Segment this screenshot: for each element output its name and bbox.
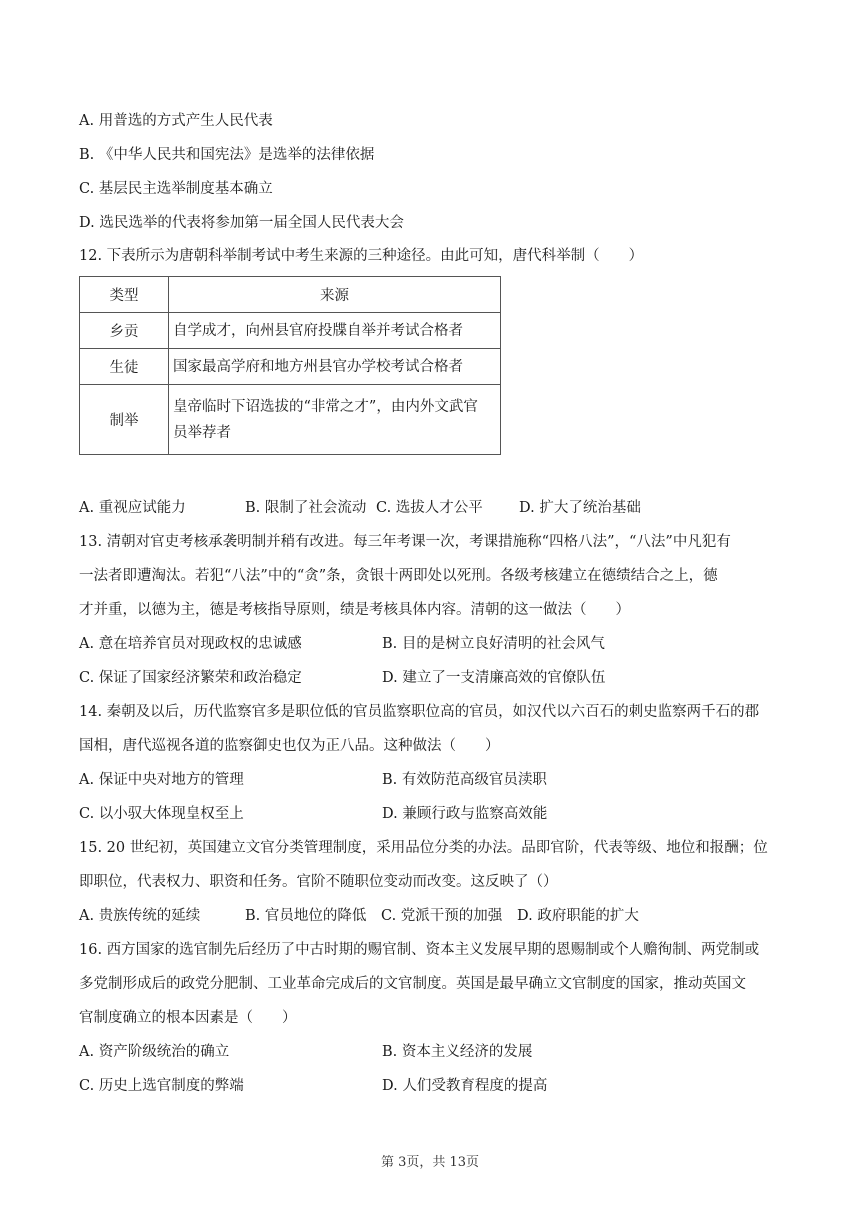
table-cell-source: 自学成才，向州县官府投牒自举并考试合格者 [169,313,501,349]
table-cell-type: 生徒 [80,349,169,385]
table-cell-line: 皇帝临时下诏选拔的“非常之才”，由内外文武官 [173,398,478,415]
q14-stem-line: 14. 秦朝及以后，历代监察官多是职位低的官员监察职位高的官员，如汉代以六百石的刺史监察两千石的郡 [79,704,760,720]
q15-option-a: A. 贵族传统的延续 [79,908,201,924]
table-row [80,385,501,455]
q16-option-d: D. 人们受教育程度的提高 [382,1078,548,1094]
table-header-source: 来源 [169,277,501,313]
table-cell-type: 乡贡 [80,313,169,349]
q13-stem-line: 一法者即遭淘汰。若犯“八法”中的“贪”条，贪银十两即处以死刑。各级考核建立在德绩结合之上，德 [79,568,718,584]
q13-option-d: D. 建立了一支清廉高效的官僚队伍 [382,670,606,686]
q13-option-a: A. 意在培养官员对现政权的忠诚感 [79,636,302,652]
q15-stem-line: 即职位，代表权力、职资和任务。官阶不随职位变动而改变。这反映了（） [79,874,558,890]
q14-option-a: A. 保证中央对地方的管理 [79,772,244,788]
q16-stem-line: 官制度确立的根本因素是（ ） [79,1010,297,1026]
q12-option-d: D. 扩大了统治基础 [519,500,641,516]
q13-option-b: B. 目的是树立良好清明的社会风气 [382,636,605,652]
page-number-footer: 第 3页，共 13页 [380,1155,480,1170]
q16-option-c: C. 历史上选官制度的弊端 [79,1078,244,1094]
q14-option-d: D. 兼顾行政与监察高效能 [382,806,548,822]
q12-stem: 12. 下表所示为唐朝科举制考试中考生来源的三种途径。由此可知，唐代科举制（ ） [79,248,644,264]
q14-option-c: C. 以小驭大体现皇权至上 [79,806,244,822]
table-row [80,349,501,385]
q15-option-b: B. 官员地位的降低 [245,908,367,924]
table-header-type: 类型 [80,277,169,313]
q12-source-table [79,276,501,455]
table-cell-type: 制举 [80,385,169,455]
table-header-row [80,277,501,313]
q15-stem-line: 15. 20 世纪初，英国建立文官分类管理制度，采用品位分类的办法。品即官阶，代表等级、地位和报酬；位 [79,840,768,856]
table-row [80,313,501,349]
table-cell-source: 国家最高学府和地方州县官办学校考试合格者 [169,349,501,385]
q11-option-c: C. 基层民主选举制度基本确立 [79,181,273,197]
q16-option-a: A. 资产阶级统治的确立 [79,1044,230,1060]
q12-option-b: B. 限制了社会流动 [245,500,367,516]
q11-option-d: D. 选民选举的代表将参加第一届全国人民代表大会 [79,215,404,231]
q11-option-a: A. 用普选的方式产生人民代表 [79,113,273,129]
q13-stem-line: 13. 清朝对官吏考核承袭明制并稍有改进。每三年考课一次，考课措施称“四格八法”，“八法”中凡犯有 [79,534,731,550]
q16-option-b: B. 资本主义经济的发展 [382,1044,533,1060]
q13-option-c: C. 保证了国家经济繁荣和政治稳定 [79,670,302,686]
table-cell-line: 员举荐者 [173,424,231,441]
q11-option-b: B. 《中华人民共和国宪法》是选举的法律依据 [79,147,375,163]
q14-stem-line: 国相，唐代巡视各道的监察御史也仅为正八品。这种做法（ ） [79,738,500,754]
q13-stem-line: 才并重，以德为主，德是考核指导原则，绩是考核具体内容。清朝的这一做法（ ） [79,602,630,618]
table-cell-source [169,385,501,455]
q12-option-a: A. 重视应试能力 [79,500,186,516]
q12-option-c: C. 选拔人才公平 [376,500,483,516]
q14-option-b: B. 有效防范高级官员渎职 [382,772,547,788]
q15-option-d: D. 政府职能的扩大 [517,908,639,924]
q15-option-c: C. 党派干预的加强 [381,908,503,924]
q16-stem-line: 多党制形成后的政党分肥制、工业革命完成后的文官制度。英国是最早确立文官制度的国家，推动英国文 [79,976,746,992]
q16-stem-line: 16. 西方国家的选官制先后经历了中古时期的赐官制、资本主义发展早期的恩赐制或个人赡徇制、两党制或 [79,942,760,958]
